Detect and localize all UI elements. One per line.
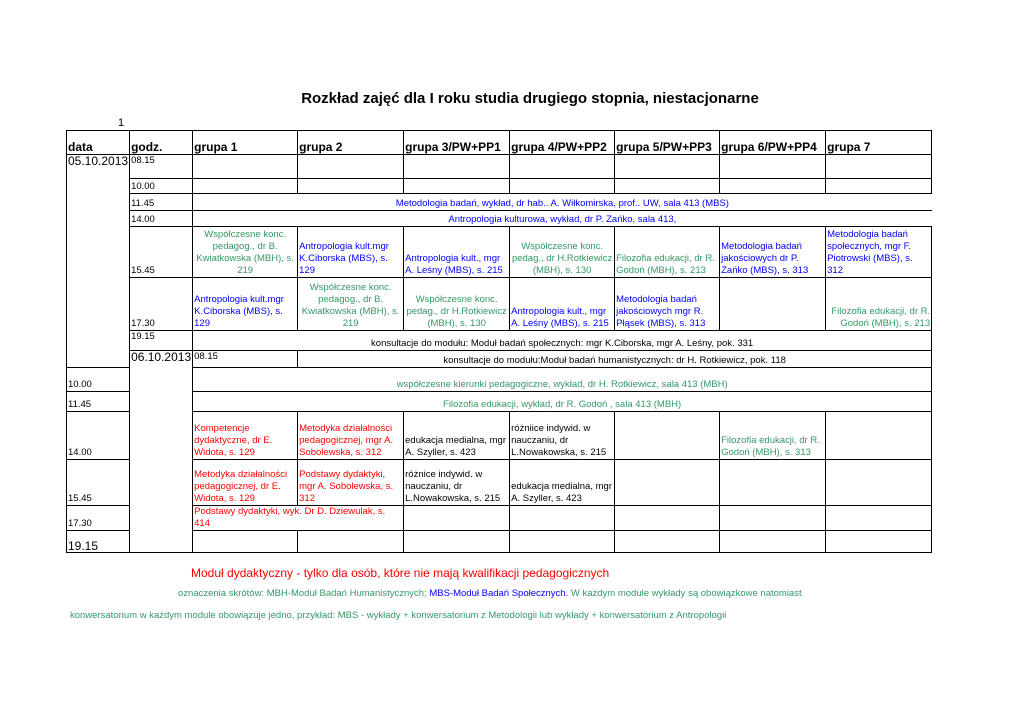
class-cell: Metodyka działalności pedagogicznej, dr E. Widota, s. 129	[193, 460, 298, 506]
class-cell: Kompetencje dydaktyczne, dr E. Widota, s. 129	[193, 412, 298, 460]
time-cell: 19.15	[130, 331, 193, 351]
class-cell: Filozofia edukacji, dr R. Godoń (MBH), s. 313	[720, 412, 826, 460]
table-row	[67, 211, 932, 227]
class-cell: Współczesne konc. pedag., dr H.Rotkiewicz (MBH), s. 130	[510, 227, 615, 278]
class-cell: różniice indywid. w nauczaniu, dr L.Nowakowska, s. 215	[510, 412, 615, 460]
time-cell: 15.45	[67, 460, 130, 506]
class-cell: Antropologia kult., mgr A. Leśny (MBS), s. 215	[404, 227, 510, 278]
page-number: 1	[118, 117, 125, 129]
table-row	[67, 278, 932, 331]
abbr-suffix: W każdym module wykłady są obowiązkowe natomiast	[570, 588, 802, 599]
table-row	[67, 227, 932, 278]
class-cell: Metodologia badań jakościowych mgr R. Płąsek (MBS), s. 313	[615, 278, 720, 331]
table-row	[67, 331, 932, 351]
class-cell: Metodologia badań społecznych, mgr F. Piotrowski (MBS), s. 312	[826, 227, 932, 278]
table-row	[67, 392, 932, 412]
class-cell: edukacja medialna, mgr A. Szyller, s. 423	[404, 412, 510, 460]
class-cell: Współczesne konc. pedagog., dr B. Kwiatkowska (MBH), s. 219	[298, 278, 404, 331]
header-time: godz.	[130, 131, 193, 155]
lecture-cell: Filozofia edukacji, wykład, dr R. Godoń , sala 413 (MBH)	[193, 392, 932, 412]
header-group-7: grupa 7	[826, 131, 932, 155]
class-cell: Antropologia kult., mgr A. Leśny (MBS), s. 215	[510, 278, 615, 331]
time-cell: 10.00	[67, 368, 130, 392]
abbr-prefix: oznaczenia skrótów: MBH-Moduł Badań Humanistycznych;	[178, 588, 427, 599]
lecture-cell: Metodologia badań, wykład, dr hab.. A. Wiłkomirska, prof.. UW, sala 413 (MBS)	[193, 194, 932, 211]
header-date: data	[67, 131, 130, 155]
abbreviations-note	[178, 588, 802, 599]
schedule-table	[66, 130, 932, 553]
class-cell: Podstawy dydaktyki, mgr A. Sobolewska, s. 312	[298, 460, 404, 506]
class-cell: Metodyka działalności pedagogicznej, mgr A. Sobolewska, s. 312	[298, 412, 404, 460]
konwersatorium-note: konwersatorium w każdym module obowiązuje jedno, przykład: MBS - wykłady + konwersatorium z Metodologii lub wykłady + konwersatorium z Antropologii	[70, 610, 727, 621]
table-row	[67, 368, 932, 392]
time-cell: 11.45	[67, 392, 130, 412]
date-cell: 06.10.2013	[130, 351, 193, 553]
time-cell: 17.30	[130, 278, 193, 331]
consultation-cell: konsultacje do modułu:Moduł badań humanistycznych: dr H. Rotkiewicz, pok. 118	[298, 351, 932, 368]
time-cell: 15.45	[130, 227, 193, 278]
header-group-6: grupa 6/PW+PP4	[720, 131, 826, 155]
class-cell: Podstawy dydaktyki, wyk. Dr D. Dziewulak, s. 414	[193, 506, 404, 531]
class-cell: Antropologia kult.mgr K.Ciborska (MBS), s. 129	[193, 278, 298, 331]
time-cell: 19.15	[67, 531, 130, 553]
time-cell: 10.00	[130, 179, 193, 194]
header-group-2: grupa 2	[298, 131, 404, 155]
time-cell: 14.00	[67, 412, 130, 460]
consultation-cell: konsultacje do modułu: Moduł badań społecznych: mgr K.Ciborska, mgr A. Leśny, pok. 331	[193, 331, 932, 351]
class-cell: edukacja medialna, mgr A. Szyller, s. 423	[510, 460, 615, 506]
class-cell: Antropologia kult.mgr K.Ciborska (MBS), s. 129	[298, 227, 404, 278]
time-cell: 08.15	[193, 351, 298, 368]
abbr-mbs: MBS-Moduł Badań Społecznych.	[429, 588, 569, 599]
table-row	[67, 506, 932, 531]
class-cell: różnice indywid. w nauczaniu, dr L.Nowakowska, s. 215	[404, 460, 510, 506]
table-row	[67, 412, 932, 460]
table-row	[67, 351, 932, 368]
lecture-cell: współczesne kierunki pedagogiczne, wykład, dr H. Rotkiewicz, sala 413 (MBH)	[193, 368, 932, 392]
table-row	[67, 179, 932, 194]
header-group-5: grupa 5/PW+PP3	[615, 131, 720, 155]
class-cell: Filozofia edukacji, dr R. Godoń (MBH), s. 213	[615, 227, 720, 278]
module-note: Moduł dydaktyczny - tylko dla osób, które nie mają kwalifikacji pedagogicznych	[191, 566, 610, 580]
time-cell: 11.45	[130, 194, 193, 211]
time-cell: 17.30	[67, 506, 130, 531]
header-group-4: grupa 4/PW+PP2	[510, 131, 615, 155]
class-cell: Współczesne konc. pedagog., dr B. Kwiatkowska (MBH), s. 219	[193, 227, 298, 278]
header-row	[67, 131, 932, 155]
table-row	[67, 155, 932, 179]
table-row	[67, 460, 932, 506]
class-cell: Metodologia badań jakościowych dr P. Zańko (MBS), s. 313	[720, 227, 826, 278]
class-cell: Współczesne konc. pedag., dr H.Rotkiewicz (MBH), s. 130	[404, 278, 510, 331]
class-cell: Filozofia edukacji, dr R. Godoń (MBH), s. 213	[826, 278, 932, 331]
table-row	[67, 194, 932, 211]
table-row	[67, 531, 932, 553]
header-group-1: grupa 1	[193, 131, 298, 155]
page-title: Rozkład zajęć dla I roku studia drugiego stopnia, niestacjonarne	[301, 90, 759, 107]
date-cell: 05.10.2013	[67, 155, 130, 368]
header-group-3: grupa 3/PW+PP1	[404, 131, 510, 155]
time-cell: 08.15	[130, 155, 193, 179]
lecture-cell: Antropologia kulturowa, wykład, dr P. Zańko, sala 413,	[193, 211, 932, 227]
time-cell: 14.00	[130, 211, 193, 227]
